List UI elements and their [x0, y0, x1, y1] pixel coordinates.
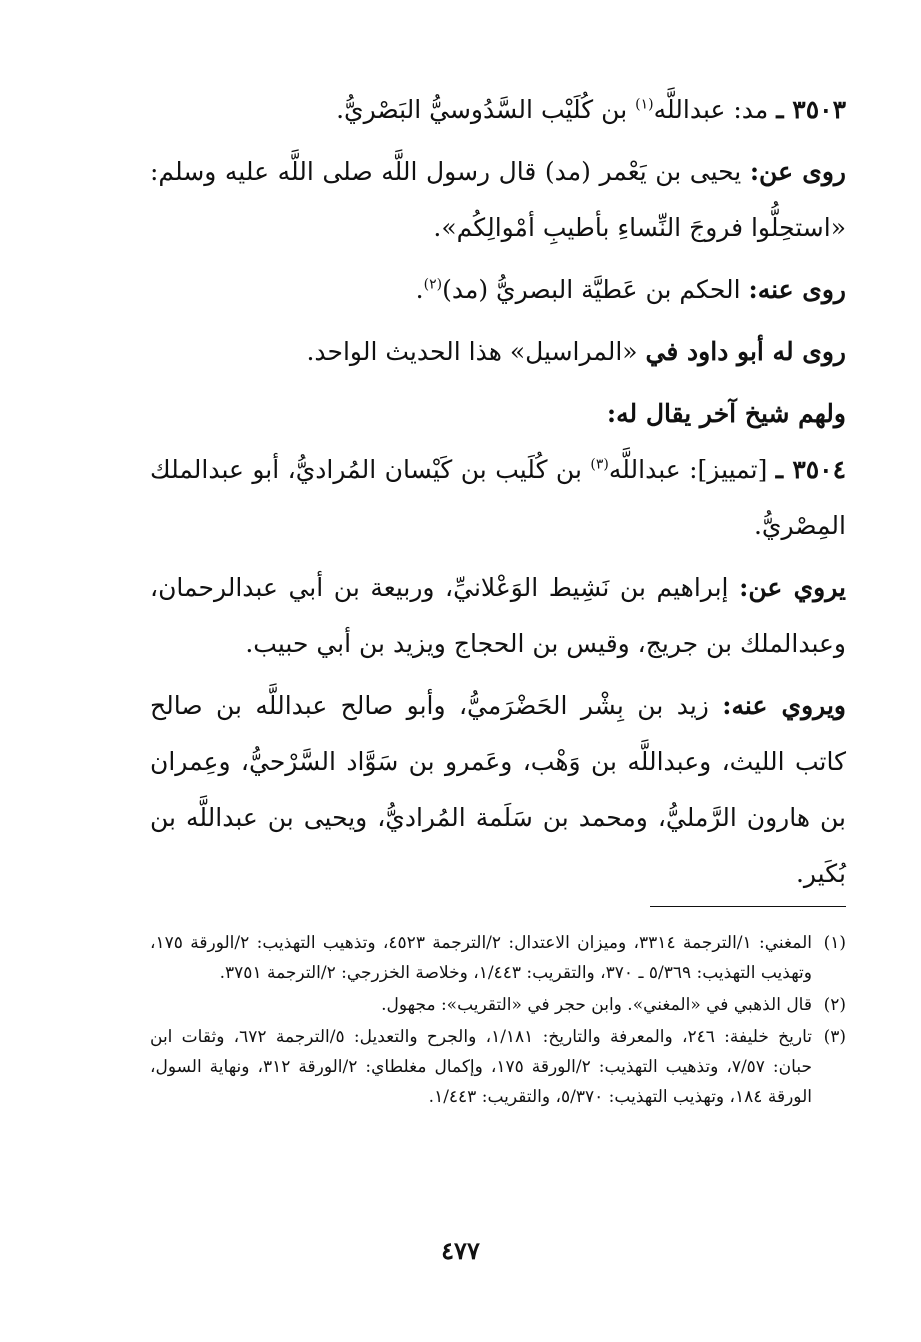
entry-number: ٣٥٠٣ ـ: [776, 95, 846, 124]
yarwi-text: إبراهيم بن نَشِيط الوَعْلانيِّ، وربيعة بن أبي عبدالرحمان، وعبدالملك بن جريج، وقيس بن الحجاج ويزيد بن أبي حبيب.: [150, 573, 846, 658]
footnote-3: [150, 1022, 846, 1112]
riwaya-text: يحيى بن يَعْمر (مد) قال رسول اللَّه صلى اللَّه عليه وسلم: «استحِلُّوا فروجَ النِّساءِ بأطيبِ أمْوالِكُم».: [150, 157, 846, 242]
footnote-number: (٣): [823, 1027, 846, 1047]
entry-name-rest: بن كُلَيب بن كَيْسان المُراديُّ، أبو عبدالملك المِصْريُّ.: [150, 455, 846, 540]
entry-3503-header: [150, 82, 846, 138]
main-text: [150, 82, 846, 908]
yarwi-label: يروي عن:: [739, 573, 846, 602]
entry-3503-rawa-anhu: [150, 262, 846, 318]
entry-name: [تمييز]: عبداللَّه: [608, 455, 768, 484]
yarwi-anhu-label: ويروي عنه:: [722, 691, 847, 720]
footnote-ref-2: (٢): [423, 276, 443, 293]
riwaya-label: روى عن:: [749, 157, 846, 186]
entry-3504-yarwi-anhu: [150, 678, 846, 902]
rawa-lahu-label: روى له أبو داود في: [645, 337, 846, 366]
entry-3504-header: [150, 442, 846, 554]
page-number: ٤٧٧: [441, 1236, 480, 1265]
yarwi-anhu-text: زيد بن بِشْر الحَضْرَميُّ، وأبو صالح عبداللَّه بن صالح كاتب الليث، وعبداللَّه بن وَهْب، وعَمرو بن سَوَّاد السَّرْحيُّ، وعِمران بن هارون الرَّمليُّ، ومحمد بن سَلَمة المُراديُّ، ويحيى بن عبداللَّه بن بُكَير.: [150, 691, 846, 888]
entry-name: مد: عبداللَّه: [653, 95, 769, 124]
footnote-2: [150, 990, 846, 1020]
rawa-anhu-label: روى عنه:: [748, 275, 846, 304]
footnote-divider: [650, 906, 846, 907]
entry-number: ٣٥٠٤ ـ: [775, 455, 847, 484]
entry-name-rest: بن كُلَيْب السَّدُوسيُّ البَصْريُّ.: [336, 95, 628, 124]
footnote-text: المغني: ١/الترجمة ٣٣١٤، وميزان الاعتدال: ٢/الترجمة ٤٥٢٣، وتذهيب التهذيب: ٢/الورقة ١٧٥، وتهذيب التهذيب: ٥/٣٦٩ ـ ٣٧٠، والتقريب: ١/٤٤٣، وخلاصة الخزرجي: ٢/الترجمة ٣٧٥١.: [150, 933, 812, 983]
note-line: ولهم شيخ آخر يقال له:: [606, 399, 846, 428]
entry-3504-yarwi: [150, 560, 846, 672]
rawa-anhu-end: .: [415, 275, 424, 304]
footnote-1: [150, 928, 846, 988]
footnote-number: (١): [823, 933, 846, 953]
footnote-text: قال الذهبي في «المغني». وابن حجر في «التقريب»: مجهول.: [381, 995, 812, 1015]
footnote-ref-3: (٣): [590, 456, 609, 473]
rawa-lahu-text: «المراسيل» هذا الحديث الواحد.: [306, 337, 638, 366]
footnotes: [150, 928, 846, 1114]
rawa-anhu-text: الحكم بن عَطيَّة البصريُّ (مد): [442, 275, 741, 304]
footnote-ref-1: (١): [635, 96, 654, 113]
entry-3503-riwaya: [150, 144, 846, 256]
footnote-number: (٢): [823, 995, 846, 1015]
entry-3503-rawa-lahu: [150, 324, 846, 380]
footnote-text: تاريخ خليفة: ٢٤٦، والمعرفة والتاريخ: ١/١٨١، والجرح والتعديل: ٥/الترجمة ٦٧٢، وثقات ابن حبان: ٧/٥٧، وتذهيب التهذيب: ٢/الورقة ١٧٥، وإكمال مغلطاي: ٢/الورقة ٣١٢، ونهاية السول، الورقة ١٨٤، وتهذيب التهذيب: ٥/٣٧٠، والتقريب: ١/٤٤٣.: [150, 1027, 812, 1107]
